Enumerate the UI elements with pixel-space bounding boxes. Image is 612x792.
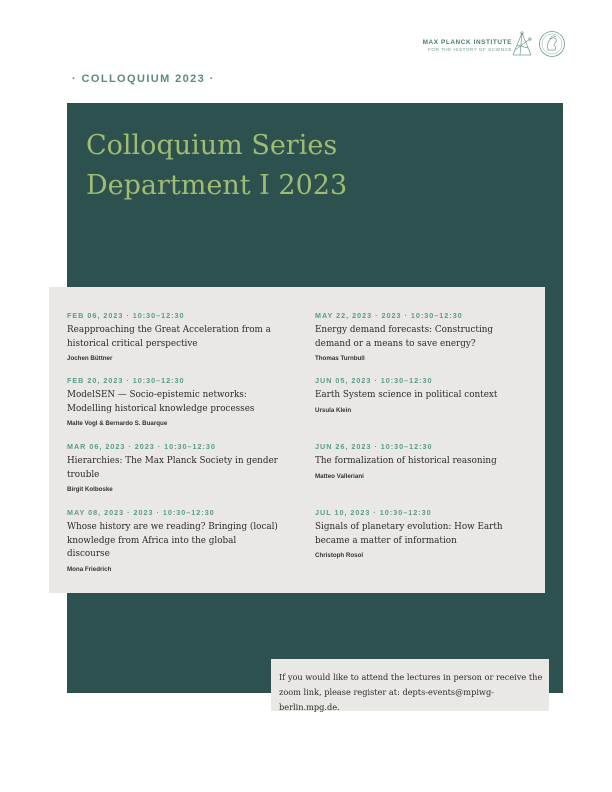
event-item (315, 311, 529, 362)
event-item (315, 442, 529, 480)
event-speaker: Thomas Turnbull (315, 355, 365, 363)
event-speaker: Mona Friedrich (67, 565, 112, 573)
event-title: Hierarchies: The Max Planck Society in gender trouble (67, 456, 278, 480)
event-title: Earth System science in political context (315, 390, 498, 400)
institute-mark-icon (510, 30, 534, 58)
event-date: MAR 06, 2023 · 2023 · 10:30–12:30 (67, 442, 216, 451)
title-line2: Department I 2023 (86, 170, 348, 201)
event-date: FEB 06, 2023 · 10:30–12:30 (67, 311, 185, 320)
event-item (315, 376, 529, 414)
event-title: Whose history are we reading? Bringing (local) knowledge from Africa into the global discourse (67, 522, 278, 560)
logo-line2: FOR THE HISTORY OF SCIENCE (428, 47, 512, 52)
logo-line1: MAX PLANCK INSTITUTE (422, 39, 512, 46)
event-date: JUN 05, 2023 · 10:30–12:30 (315, 376, 433, 385)
event-title: Energy demand forecasts: Constructing demand or a means to save energy? (315, 325, 494, 349)
event-item (315, 508, 529, 559)
minerva-seal-icon (538, 30, 566, 58)
event-title: Signals of planetary evolution: How Earth became a matter of information (315, 522, 503, 546)
event-speaker: Ursula Klein (315, 406, 352, 414)
event-item (67, 508, 281, 573)
event-speaker: Birgit Kolboske (67, 486, 113, 494)
registration-text: If you would like to attend the lectures in person or receive the zoom link, please register at: depts-events@mpiwg-berlin.mpg.de. (279, 672, 543, 712)
title-line1: Colloquium Series (86, 130, 338, 161)
event-date: JUN 26, 2023 · 10:30–12:30 (315, 442, 433, 451)
registration-note (271, 659, 549, 711)
event-speaker: Jochen Büttner (67, 355, 113, 363)
event-speaker: Malte Vogl & Bernardo S. Buarque (67, 420, 168, 428)
event-item (67, 311, 281, 362)
event-item (67, 442, 281, 493)
event-title: Reapproaching the Great Acceleration from a historical critical perspective (67, 325, 271, 349)
event-speaker: Matteo Valleriani (315, 472, 364, 480)
event-speaker: Christoph Rosol (315, 552, 364, 560)
event-date: MAY 08, 2023 · 2023 · 10:30–12:30 (67, 508, 215, 517)
logo-text (416, 39, 512, 52)
institute-logo (410, 30, 570, 60)
event-date: JUL 10, 2023 · 10:30–12:30 (315, 508, 432, 517)
event-date: MAY 22, 2023 · 2023 · 10:30–12:30 (315, 311, 463, 320)
eyebrow-label: · COLLOQUIUM 2023 · (72, 73, 215, 85)
event-item (67, 376, 281, 427)
page-title (86, 126, 506, 206)
event-date: FEB 20, 2023 · 10:30–12:30 (67, 376, 185, 385)
schedule-card (49, 287, 545, 593)
event-title: The formalization of historical reasoning (315, 456, 497, 466)
event-title: ModelSEN — Socio-epistemic networks: Modelling historical knowledge processes (67, 390, 255, 414)
